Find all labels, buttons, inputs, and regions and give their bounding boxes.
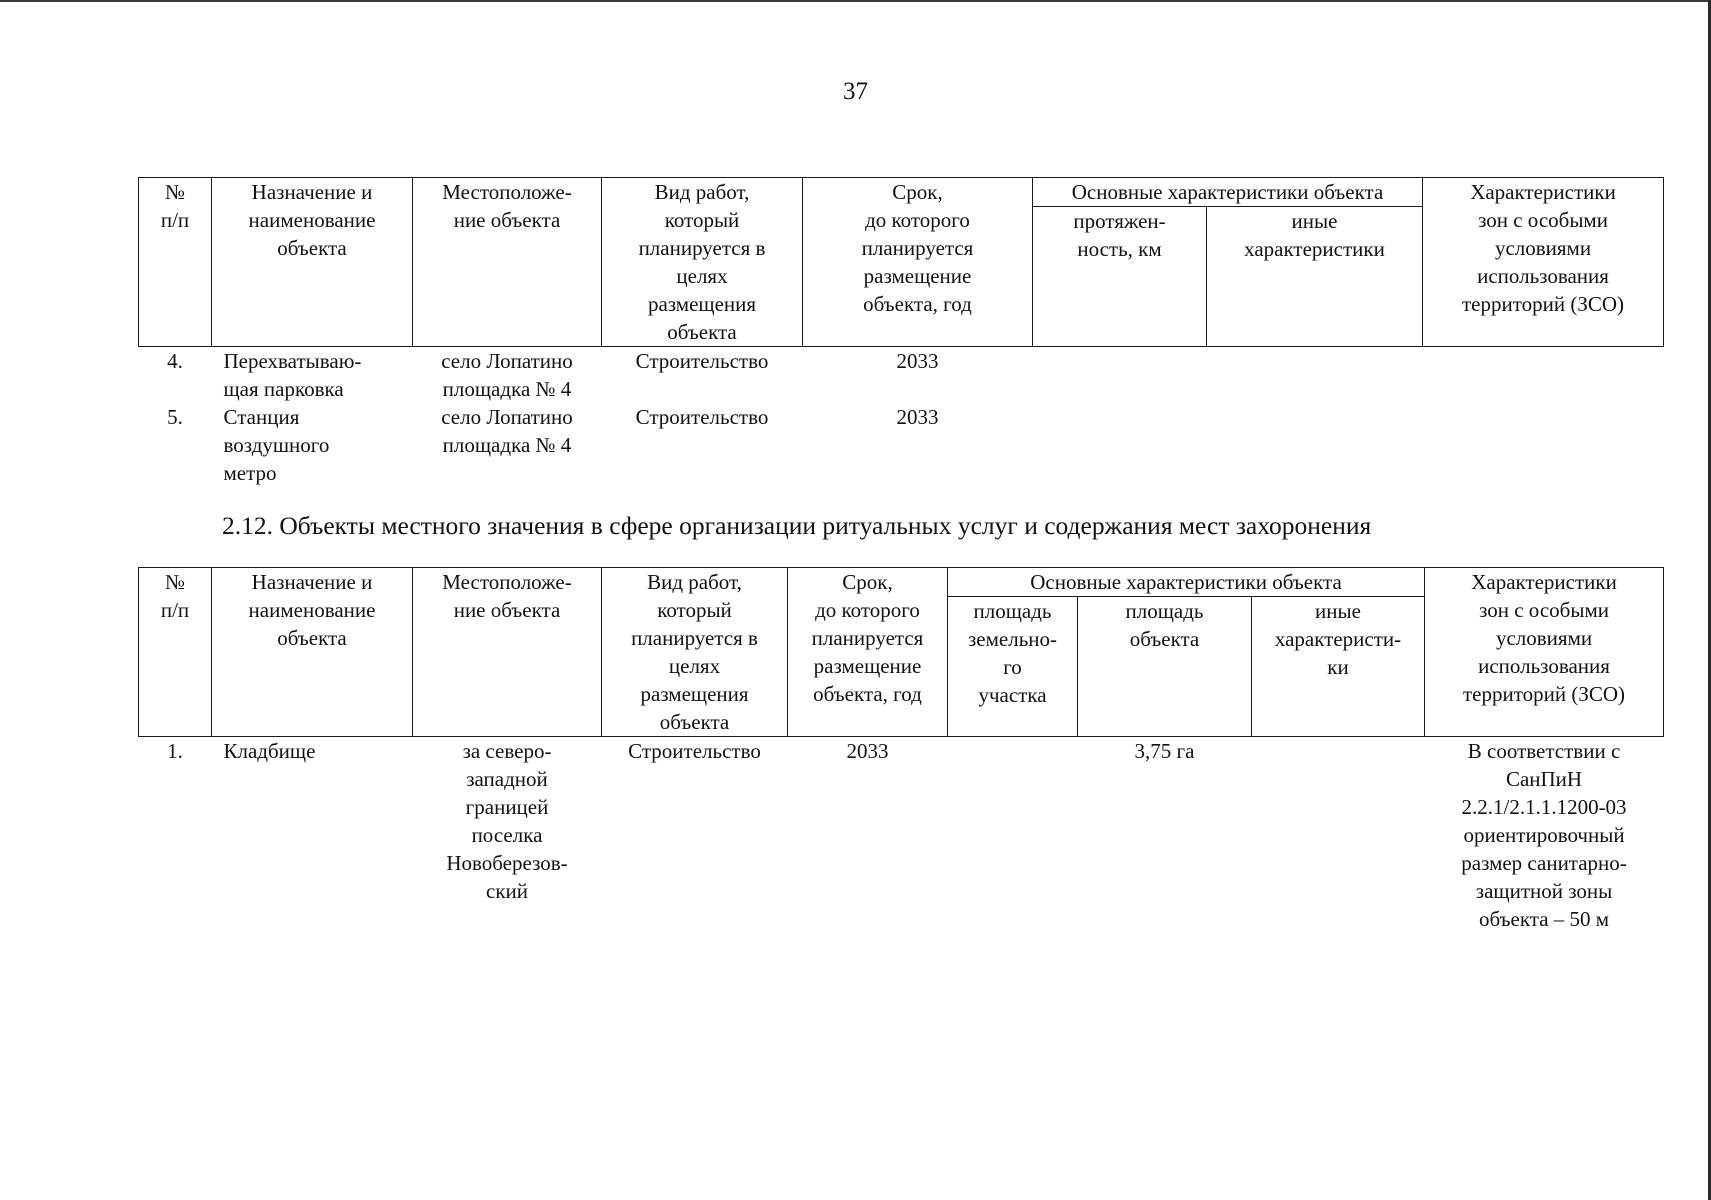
table-row — [139, 737, 1664, 934]
cell-name: Кладбище — [223, 739, 316, 763]
cell-other — [1207, 347, 1423, 404]
header-term: Срок, до которого планируется размещение объекта, год — [803, 178, 1033, 347]
table-row — [139, 403, 1664, 487]
table-transport-objects — [138, 177, 1664, 487]
header-name: Назначение и наименование объекта — [212, 568, 413, 737]
header-no: № п/п — [139, 568, 212, 737]
cell-no: 1. — [167, 739, 183, 763]
header-main-characteristics: Основные характеристики объекта — [1033, 178, 1423, 207]
cell-location: за северо- западной границей поселка Новоберезов- ский — [446, 739, 568, 903]
header-zones: Характеристики зон с особыми условиями использования территорий (ЗСО) — [1423, 178, 1664, 347]
cell-zones: В соответствии с СанПиН 2.2.1/2.1.1.1200-03 ориентировочный размер санитарно- защитной зоны объекта – 50 м — [1461, 739, 1627, 931]
cell-zones — [1423, 403, 1664, 487]
cell-term: 2033 — [896, 405, 939, 429]
cell-zones — [1423, 347, 1664, 404]
cell-name: Станция воздушного метро — [223, 405, 330, 485]
cell-other — [1252, 737, 1425, 934]
header-term: Срок, до которого планируется размещение объекта, год — [788, 568, 948, 737]
table-ritual-objects — [138, 567, 1664, 933]
section-heading: 2.12. Объекты местного значения в сфере организации ритуальных услуг и содержания мест захоронения — [222, 511, 1372, 540]
cell-location: село Лопатино площадка № 4 — [441, 405, 573, 457]
cell-length — [1033, 403, 1207, 487]
header-name: Назначение и наименование объекта — [212, 178, 413, 347]
cell-work-type: Строительство — [628, 739, 761, 763]
cell-no: 5. — [167, 405, 183, 429]
header-no: № п/п — [139, 178, 212, 347]
cell-name: Перехватываю- щая парковка — [223, 349, 362, 401]
cell-work-type: Строительство — [635, 349, 769, 373]
cell-other — [1207, 403, 1423, 487]
cell-location: село Лопатино площадка № 4 — [441, 349, 573, 401]
cell-no: 4. — [167, 349, 183, 373]
page-number: 37 — [843, 78, 868, 105]
cell-land-area — [948, 737, 1078, 934]
header-object-area: площадь объекта — [1078, 597, 1252, 737]
header-main-characteristics: Основные характеристики объекта — [948, 568, 1425, 597]
header-location: Местоположе- ние объекта — [413, 568, 602, 737]
header-zones: Характеристики зон с особыми условиями использования территорий (ЗСО) — [1425, 568, 1664, 737]
cell-term: 2033 — [846, 739, 889, 763]
table-row — [139, 347, 1664, 404]
header-work-type: Вид работ, который планируется в целях размещения объекта — [602, 178, 803, 347]
cell-term: 2033 — [896, 349, 939, 373]
cell-length — [1033, 347, 1207, 404]
header-location: Местоположе- ние объекта — [413, 178, 602, 347]
cell-work-type: Строительство — [635, 405, 769, 429]
header-other-characteristics: иные характеристики — [1207, 207, 1423, 347]
header-land-area: площадь земельно- го участка — [948, 597, 1078, 737]
cell-object-area: 3,75 га — [1134, 739, 1195, 763]
header-work-type: Вид работ, который планируется в целях размещения объекта — [602, 568, 788, 737]
header-other-characteristics: иные характеристи- ки — [1252, 597, 1425, 737]
scan-edge-top — [0, 0, 1711, 2]
header-length: протяжен- ность, км — [1033, 207, 1207, 347]
